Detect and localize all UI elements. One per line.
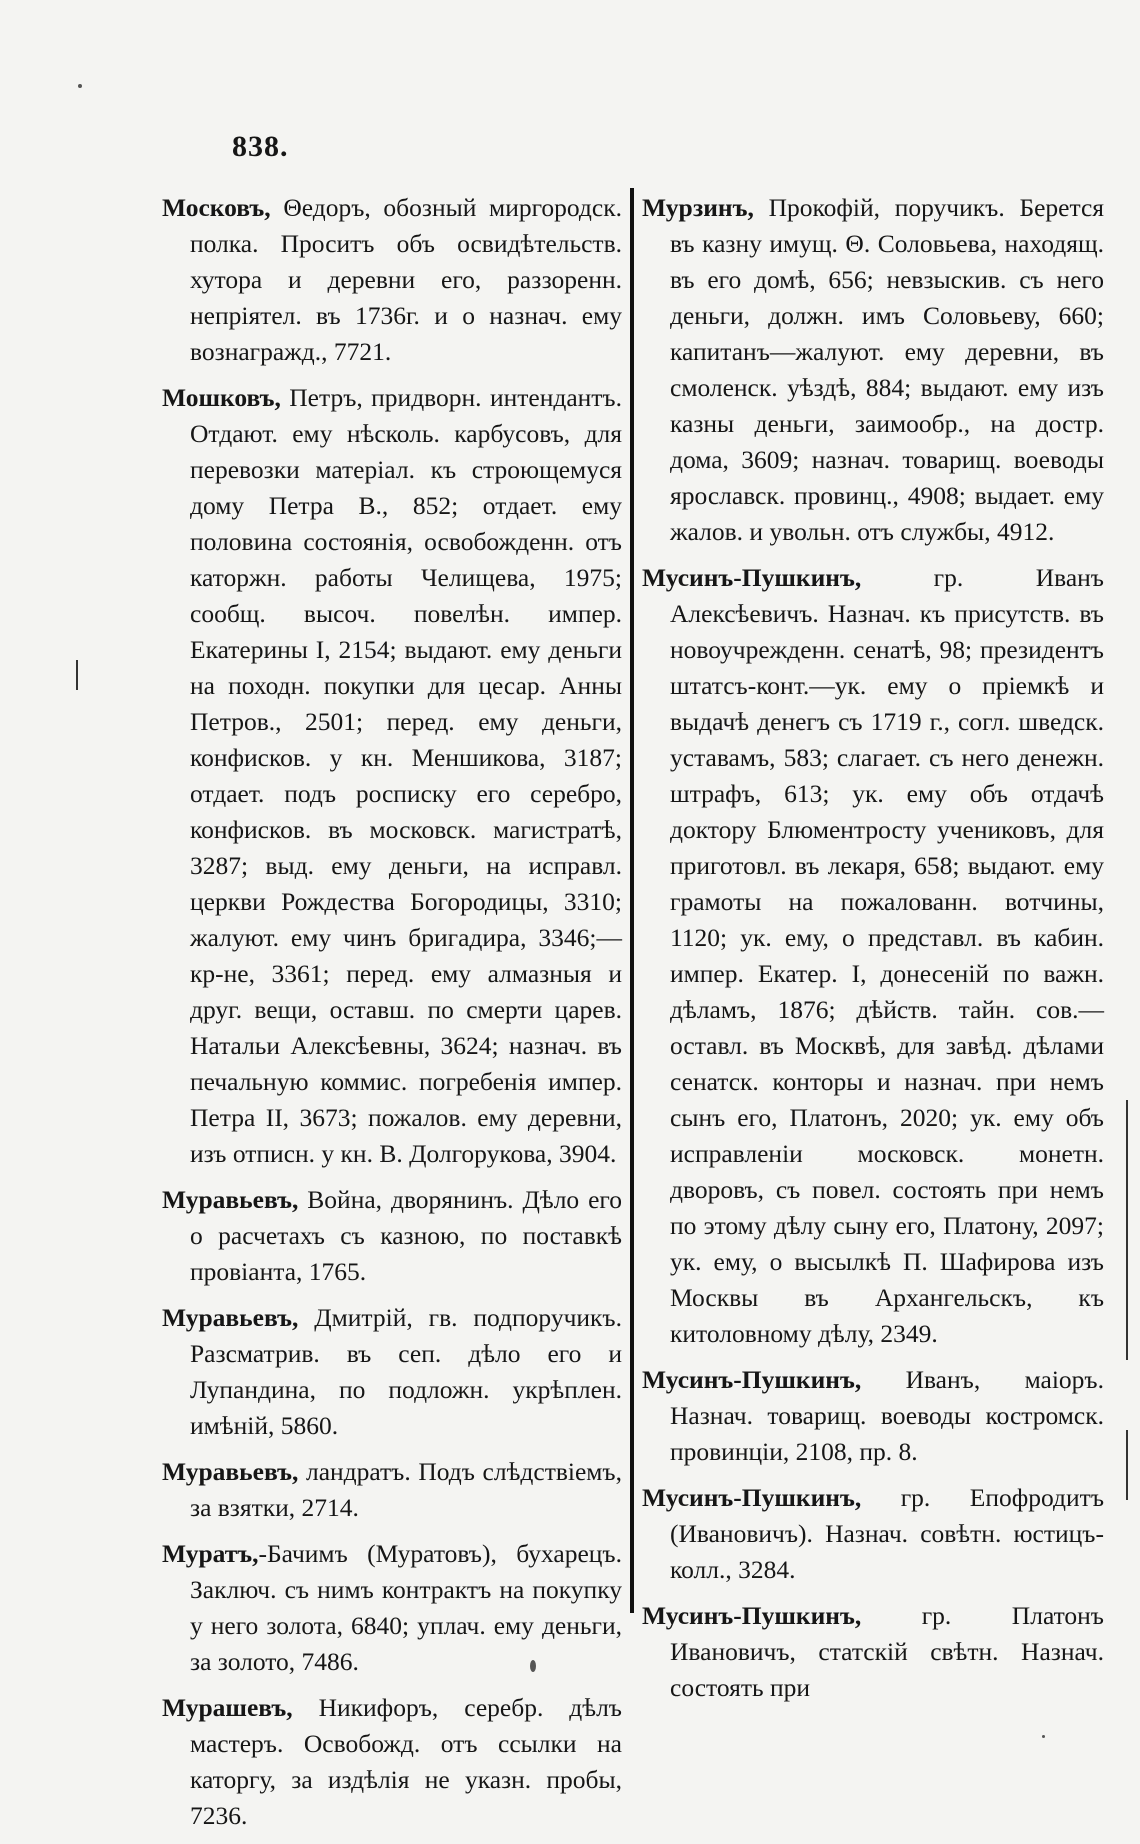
entry-text: гр. Иванъ Алексѣевичъ. Назнач. къ присутств. въ новоучрежденн. сенатѣ, 98; президентъ штатсъ-конт.—ук. ему о пріемкѣ и выдачѣ денегъ съ 1719 г., согл. шведск. уставамъ, 583; слагает. съ него денежн. штрафъ, 613; ук. ему объ отдачѣ доктору Блюментросту учениковъ, для приготовл. въ лекаря, 658; выдают. ему грамоты на пожалованн. вотчины, 1120; ук. ему, о представл. въ кабин. импер. Екатер. I, донесеній по важн. дѣламъ, 1876; дѣйств. тайн. сов.—оставл. въ Москвѣ, для завѣд. дѣлами сенатск. конторы и назнач. при немъ сынъ его, Платонъ, 2020; ук. ему объ исправленіи московск. монетн. дворовъ, съ повел. состоять при немъ по этому дѣлу сыну его, Платону, 2097; ук. ему, о высылкѣ П. Шафирова изъ Москвы въ Архангельскъ, къ китоловному дѣлу, 2349. [670,563,1104,1348]
entry-headword: Мошковъ, [162,383,281,412]
entry-headword: Мурзинъ, [642,193,754,222]
entry-headword: Муравьевъ, [162,1457,299,1486]
entry-text: Прокофій, поручикъ. Берется въ казну имущ. Θ. Соловьева, находящ. въ его домѣ, 656; невзыскив. съ него деньги, должн. имъ Соловьеву, 660; капитанъ—жалуют. ему деревни, въ смоленск. уѣздѣ, 884; выдают. ему изъ казны деньги, заимообр., на достр. дома, 3609; назнач. товарищ. воеводы ярославск. провинц., 4908; выдает. ему жалов. и увольн. отъ службы, 4912. [670,193,1104,546]
entry-headword: Мусинъ-Пушкинъ, [642,1483,862,1512]
index-entry [642,560,1104,1352]
index-entry [162,1536,622,1680]
entry-headword: Муратъ, [162,1539,259,1568]
entry-text: Иванъ, маіоръ. Назнач. товарищ. воеводы костромск. провинціи, 2108, пр. 8. [670,1365,1104,1466]
entry-text: ландратъ. Подъ слѣдствіемъ, за взятки, 2714. [190,1457,622,1522]
entry-text: гр. Епофродитъ (Ивановичъ). Назнач. совѣтн. юстицъ-колл., 3284. [670,1483,1104,1584]
entry-headword: Муравьевъ, [162,1303,299,1332]
scan-margin-mark [76,660,78,690]
right-column [642,190,1104,1716]
entry-text: Дмитрій, гв. подпоручикъ. Разсматрив. въ сеп. дѣло его и Лупандина, по подложн. укрѣплен. имѣній, 5860. [190,1303,622,1440]
scan-speck [78,84,82,88]
scan-speck [530,1660,536,1672]
index-entry [642,1480,1104,1588]
entry-headword: Муравьевъ, [162,1185,299,1214]
entry-headword: Мусинъ-Пушкинъ, [642,1601,862,1630]
index-entry [162,380,622,1172]
index-entry [162,1300,622,1444]
entry-headword: Московъ, [162,193,271,222]
page-number: 838. [232,130,289,163]
scan-margin-mark [1126,1430,1128,1500]
entry-text: Петръ, придворн. интендантъ. Отдают. ему нѣсколь. карбусовъ, для перевозки матеріал. къ строющемуся дому Петра В., 852; отдает. ему половина состоянія, освобожденн. отъ каторжн. работы Челищева, 1975; сообщ. высоч. повелѣн. импер. Екатерины I, 2154; выдают. ему деньги на походн. покупки для цесар. Анны Петров., 2501; перед. ему деньги, конфисков. у кн. Меншикова, 3187; отдает. подъ росписку его серебро, конфисков. въ московск. магистратѣ, 3287; выд. ему деньги, на исправл. церкви Рождества Богородицы, 3310; жалуют. ему чинъ бригадира, 3346;—кр-не, 3361; перед. ему алмазныя и друг. вещи, оставш. по смерти царев. Натальи Алексѣевны, 3624; назнач. въ печальную коммис. погребенія импер. Петра II, 3673; пожалов. ему деревни, изъ отписн. у кн. В. Долгорукова, 3904. [190,383,622,1168]
index-entry [642,190,1104,550]
column-divider [630,188,634,1613]
index-entry [162,190,622,370]
entry-text: Никифоръ, серебр. дѣлъ мастеръ. Освобожд. отъ ссылки на каторгу, за издѣлія не указн. пробы, 7236. [190,1693,622,1830]
entry-headword: Мурашевъ, [162,1693,293,1722]
entry-text: -Бачимъ (Муратовъ), бухарецъ. Заключ. съ нимъ контрактъ на покупку у него золота, 6840; уплач. ему деньги, за золото, 7486. [190,1539,622,1676]
index-entry [642,1362,1104,1470]
index-entry [162,1690,622,1834]
index-entry [642,1598,1104,1706]
left-column [162,190,622,1844]
entry-text: Θедоръ, обозный миргородск. полка. Проситъ объ освидѣтельств. хутора и деревни его, раззоренн. непріятел. въ 1736г. и о назнач. ему вознагражд., 7721. [190,193,622,366]
scan-margin-mark [1126,1100,1128,1360]
entry-headword: Мусинъ-Пушкинъ, [642,563,862,592]
entry-text: гр. Платонъ Ивановичъ, статскій свѣтн. Назнач. состоять при [670,1601,1104,1702]
scan-speck [1042,1735,1045,1738]
entry-headword: Мусинъ-Пушкинъ, [642,1365,862,1394]
index-entry [162,1454,622,1526]
index-entry [162,1182,622,1290]
entry-text: Война, дворянинъ. Дѣло его о расчетахъ съ казною, по поставкѣ провіанта, 1765. [190,1185,622,1286]
